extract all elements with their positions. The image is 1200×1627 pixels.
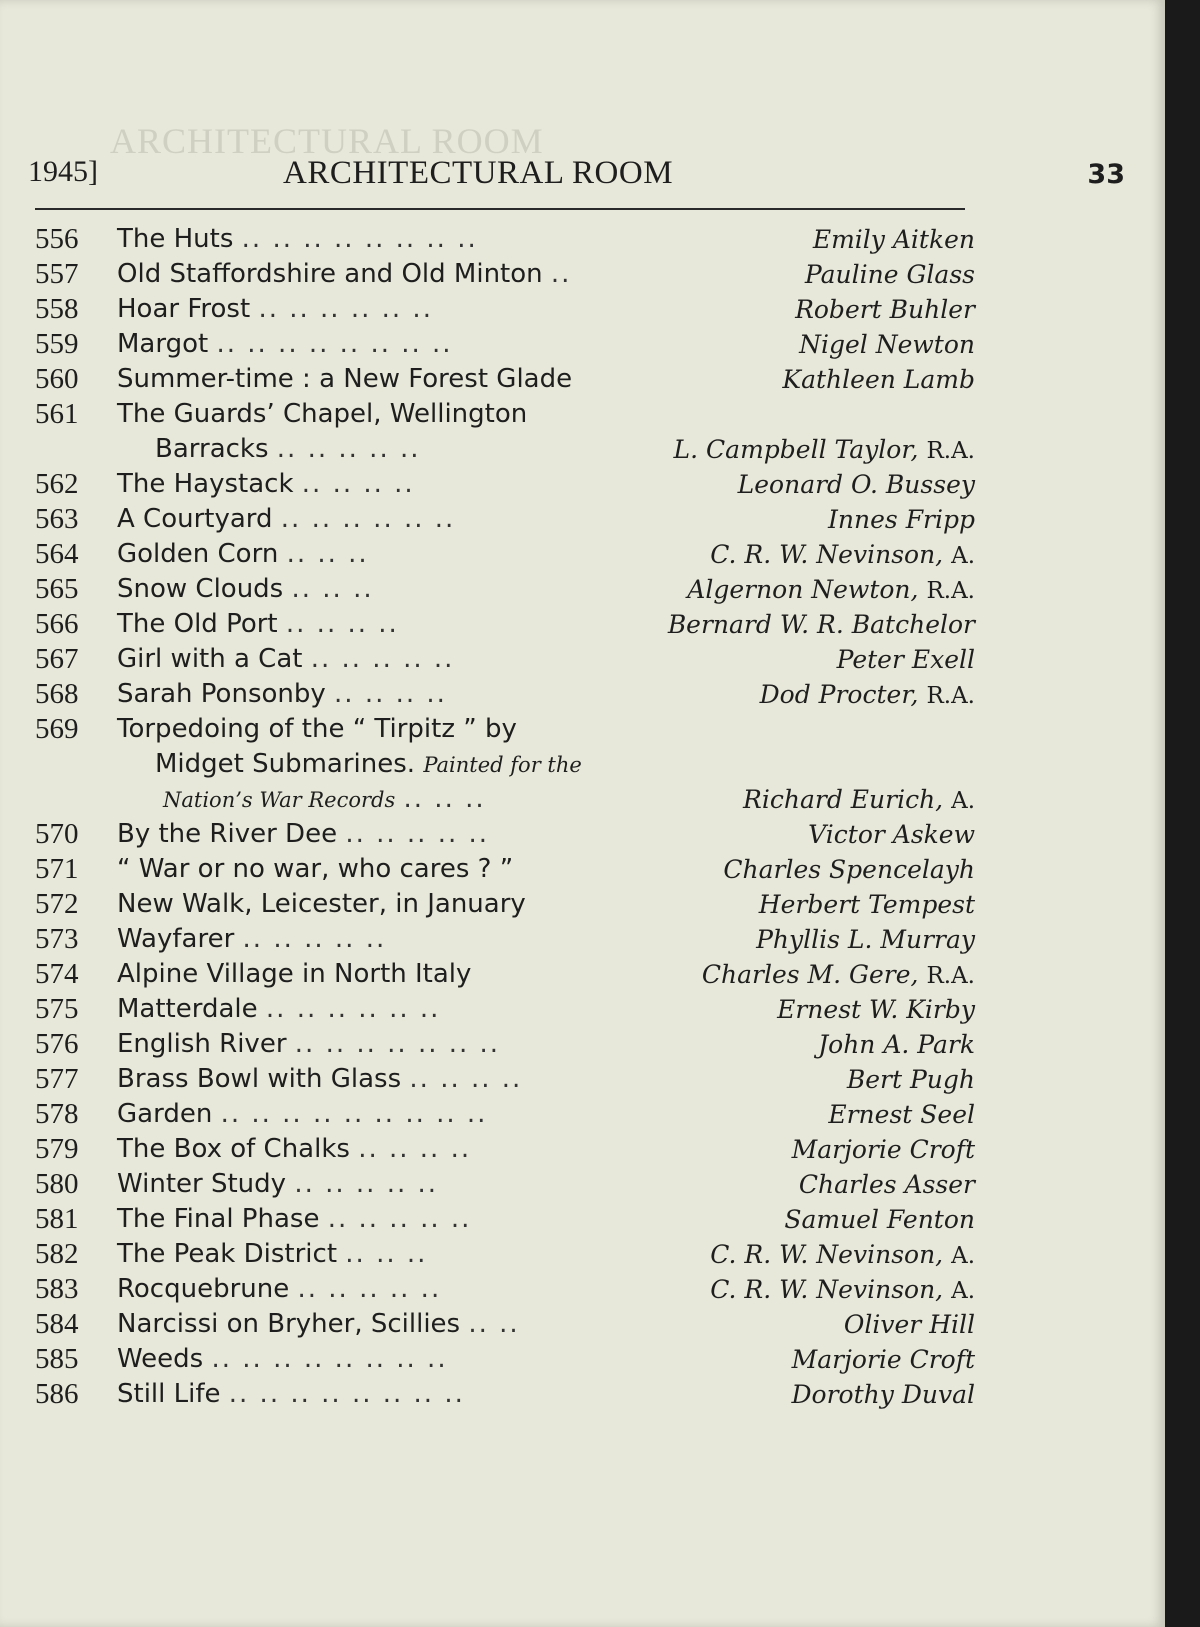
- title-text: Wayfarer: [117, 924, 235, 954]
- catalogue-number: 586: [35, 1378, 79, 1410]
- title-text: The Huts: [117, 224, 234, 254]
- dot-leaders: .. .. ..: [286, 539, 369, 569]
- artist-text: Marjorie Croft: [791, 1135, 975, 1164]
- artist-name: [837, 642, 975, 677]
- artist-text: Oliver Hill: [843, 1310, 975, 1339]
- academy-rank: A.: [951, 1278, 975, 1304]
- catalogue-number: 562: [35, 468, 79, 500]
- list-item: [35, 397, 975, 432]
- entry-title: [117, 712, 517, 747]
- academy-rank: A.: [951, 543, 975, 569]
- title-text: Garden: [117, 1099, 213, 1129]
- title-text: English River: [117, 1029, 287, 1059]
- dot-leaders: .. .. .. .. .. .. .. .. ..: [220, 1099, 488, 1129]
- title-text: The Old Port: [117, 609, 278, 639]
- list-item: [35, 922, 975, 957]
- page-number: 33: [1087, 159, 1125, 190]
- entry-title: [117, 1342, 448, 1377]
- title-text: Midget Submarines.: [155, 749, 416, 779]
- artist-text: C. R. W. Nevinson,: [710, 540, 944, 569]
- artist-name: [844, 1307, 975, 1342]
- catalogue-number: 574: [35, 958, 79, 990]
- artist-name: [674, 432, 975, 469]
- catalogue-number: 564: [35, 538, 79, 570]
- dot-leaders: .. .. .. .. ..: [310, 644, 455, 674]
- dot-leaders: .. .. .. ..: [285, 609, 399, 639]
- artist-name: [743, 782, 975, 819]
- catalogue-number: 566: [35, 608, 79, 640]
- artist-text: Charles Spencelayh: [723, 855, 975, 884]
- academy-rank: R.A.: [926, 438, 975, 464]
- catalogue-number: 571: [35, 853, 79, 885]
- artist-text: Dorothy Duval: [791, 1380, 975, 1409]
- list-item: [35, 257, 975, 292]
- list-item: [35, 1167, 975, 1202]
- artist-text: Marjorie Croft: [791, 1345, 975, 1374]
- header-year: 1945]: [28, 155, 98, 188]
- list-item: [35, 572, 975, 607]
- academy-rank: A.: [951, 788, 975, 814]
- title-text: Sarah Ponsonby: [117, 679, 326, 709]
- artist-name: [795, 292, 975, 327]
- entry-title: [117, 397, 527, 432]
- list-item: [35, 1132, 975, 1167]
- entry-title: [117, 572, 374, 607]
- catalogue-number: 557: [35, 258, 79, 290]
- list-item: [35, 817, 975, 852]
- entry-title: [117, 1167, 438, 1202]
- artist-text: Phyllis L. Murray: [756, 925, 975, 954]
- dot-leaders: .. .. .. .. ..: [242, 924, 387, 954]
- artist-name: [710, 537, 975, 574]
- dot-leaders: .. .. .. .. .. .. .. ..: [228, 1379, 465, 1409]
- artist-name: [784, 1202, 975, 1237]
- artist-name: [792, 1132, 975, 1167]
- entry-title: [117, 537, 369, 572]
- list-item: [35, 887, 975, 922]
- academy-rank: A.: [951, 1243, 975, 1269]
- entry-title: [117, 292, 433, 327]
- entry-title: [117, 362, 572, 397]
- catalogue-number: 577: [35, 1063, 79, 1095]
- catalogue-number: 578: [35, 1098, 79, 1130]
- title-text: Hoar Frost: [117, 294, 251, 324]
- artist-name: [828, 502, 975, 537]
- artist-text: C. R. W. Nevinson,: [710, 1275, 944, 1304]
- artist-text: Peter Exell: [836, 645, 975, 674]
- dot-leaders: .. .. .. ..: [301, 469, 415, 499]
- entry-title: [163, 782, 486, 818]
- title-text: Brass Bowl with Glass: [117, 1064, 402, 1094]
- entry-title: [155, 432, 421, 467]
- artist-text: Richard Eurich,: [743, 785, 944, 814]
- title-text: Alpine Village in North Italy: [117, 959, 472, 989]
- academy-rank: R.A.: [926, 578, 975, 604]
- list-item: [35, 1377, 975, 1412]
- artist-name: [710, 1237, 975, 1274]
- artist-name: [799, 327, 975, 362]
- title-text: Snow Clouds: [117, 574, 284, 604]
- title-text: The Haystack: [117, 469, 294, 499]
- list-item: [35, 747, 975, 782]
- catalogue-number: 558: [35, 293, 79, 325]
- artist-text: Bernard W. R. Batchelor: [667, 610, 975, 639]
- artist-text: Algernon Newton,: [687, 575, 919, 604]
- list-item: [35, 537, 975, 572]
- title-text: Weeds: [117, 1344, 204, 1374]
- list-item: [35, 1342, 975, 1377]
- list-item: [35, 782, 975, 817]
- entry-title: [117, 1097, 487, 1132]
- catalogue-number: 573: [35, 923, 79, 955]
- artist-text: C. R. W. Nevinson,: [710, 1240, 944, 1269]
- artist-name: [808, 817, 975, 852]
- list-item: [35, 957, 975, 992]
- entry-note: Nation’s War Records: [163, 788, 396, 812]
- artist-name: [847, 1062, 975, 1097]
- artist-text: Leonard O. Bussey: [737, 470, 975, 499]
- title-text: New Walk, Leicester, in January: [117, 889, 526, 919]
- entry-title: [117, 642, 454, 677]
- dot-leaders: .. .. .. .. .. .. ..: [294, 1029, 501, 1059]
- dot-leaders: .. .. ..: [403, 784, 486, 814]
- artist-name: [818, 1027, 975, 1062]
- dot-leaders: .. .. ..: [291, 574, 374, 604]
- title-text: Old Staffordshire and Old Minton: [117, 259, 543, 289]
- artist-text: Ernest W. Kirby: [777, 995, 975, 1024]
- catalogue-number: 580: [35, 1168, 79, 1200]
- catalogue-number: 575: [35, 993, 79, 1025]
- list-item: [35, 222, 975, 257]
- catalogue-number: 583: [35, 1273, 79, 1305]
- artist-text: Victor Askew: [808, 820, 975, 849]
- dot-leaders: .. .. .. .. ..: [276, 434, 421, 464]
- list-item: [35, 292, 975, 327]
- title-text: Winter Study: [117, 1169, 287, 1199]
- artist-text: Herbert Tempest: [758, 890, 975, 919]
- title-text: Barracks: [155, 434, 269, 464]
- entry-title: [117, 852, 513, 887]
- artist-name: [813, 222, 975, 257]
- artist-name: [668, 607, 975, 642]
- artist-name: [828, 1097, 975, 1132]
- entry-list: [35, 222, 975, 1412]
- bleed-through-text: ARCHITECTURAL ROOM: [110, 121, 544, 161]
- catalogue-number: 565: [35, 573, 79, 605]
- entry-title: [117, 607, 399, 642]
- title-text: Girl with a Cat: [117, 644, 303, 674]
- catalogue-number: 581: [35, 1203, 79, 1235]
- entry-title: [117, 502, 455, 537]
- list-item: [35, 432, 975, 467]
- list-item: [35, 1062, 975, 1097]
- title-text: Rocquebrune: [117, 1274, 290, 1304]
- artist-name: [777, 992, 975, 1027]
- list-item: [35, 502, 975, 537]
- entry-title: [117, 257, 571, 292]
- dot-leaders: .. .. ..: [345, 1239, 428, 1269]
- artist-name: [792, 1342, 975, 1377]
- artist-text: Pauline Glass: [804, 260, 975, 289]
- entry-title: [117, 957, 471, 992]
- entry-title: [117, 1272, 441, 1307]
- artist-name: [738, 467, 975, 502]
- catalogue-number: 570: [35, 818, 79, 850]
- page-title: ARCHITECTURAL ROOM: [283, 155, 674, 191]
- academy-rank: R.A.: [926, 963, 975, 989]
- title-text: The Peak District: [117, 1239, 338, 1269]
- catalogue-number: 559: [35, 328, 79, 360]
- artist-text: Bert Pugh: [846, 1065, 975, 1094]
- title-text: Still Life: [117, 1379, 221, 1409]
- title-text: A Courtyard: [117, 504, 273, 534]
- artist-text: Charles Asser: [798, 1170, 975, 1199]
- entry-title: [117, 1237, 427, 1272]
- list-item: [35, 1237, 975, 1272]
- title-text: Narcissi on Bryher, Scillies: [117, 1309, 461, 1339]
- title-text: Summer-time : a New Forest Glade: [117, 364, 573, 394]
- list-item: [35, 1272, 975, 1307]
- catalogue-number: 576: [35, 1028, 79, 1060]
- entry-title: [117, 327, 453, 362]
- entry-title: [117, 1132, 471, 1167]
- list-item: [35, 1202, 975, 1237]
- artist-text: John A. Park: [818, 1030, 975, 1059]
- dot-leaders: .. .. .. ..: [334, 679, 447, 709]
- dot-leaders: .. .. .. .. .. .. .. ..: [216, 329, 453, 359]
- artist-name: [792, 1377, 975, 1412]
- artist-text: Innes Fripp: [828, 505, 975, 534]
- artist-name: [805, 257, 975, 292]
- list-item: [35, 327, 975, 362]
- artist-name: [687, 572, 975, 609]
- title-text: The Guards’ Chapel, Wellington: [117, 399, 528, 429]
- title-text: By the River Dee: [117, 819, 338, 849]
- catalogue-number: 579: [35, 1133, 79, 1165]
- dot-leaders: .. ..: [468, 1309, 520, 1339]
- title-text: Matterdale: [117, 994, 258, 1024]
- artist-text: Charles M. Gere,: [701, 960, 919, 989]
- catalogue-number: 556: [35, 223, 79, 255]
- title-text: The Final Phase: [117, 1204, 320, 1234]
- artist-name: [760, 677, 975, 714]
- artist-name: [702, 957, 975, 994]
- artist-text: Nigel Newton: [799, 330, 975, 359]
- list-item: [35, 607, 975, 642]
- list-item: [35, 677, 975, 712]
- dot-leaders: .. .. .. .. ..: [345, 819, 490, 849]
- dot-leaders: .. .. .. .. .. ..: [258, 294, 433, 324]
- catalogue-number: 569: [35, 713, 79, 745]
- catalogue-number: 561: [35, 398, 79, 430]
- title-text: Torpedoing of the “ Tirpitz ” by: [117, 714, 517, 744]
- entry-title: [117, 222, 478, 257]
- list-item: [35, 1307, 975, 1342]
- catalogue-number: 563: [35, 503, 79, 535]
- artist-name: [756, 922, 975, 957]
- header-rule: [35, 208, 965, 210]
- entry-title: [117, 992, 440, 1027]
- dot-leaders: .. .. .. ..: [358, 1134, 472, 1164]
- list-item: [35, 992, 975, 1027]
- artist-name: [759, 887, 975, 922]
- list-item: [35, 467, 975, 502]
- entry-title: [117, 1377, 465, 1412]
- dot-leaders: .. .. .. .. ..: [294, 1169, 439, 1199]
- dot-leaders: .. .. .. .. .. ..: [265, 994, 441, 1024]
- entry-title: [117, 922, 386, 957]
- title-text: “ War or no war, who cares ? ”: [117, 854, 514, 884]
- artist-name: [710, 1272, 975, 1309]
- entry-title: [117, 1027, 500, 1062]
- catalogue-number: 584: [35, 1308, 79, 1340]
- artist-name: [782, 362, 975, 397]
- entry-title: [155, 747, 582, 783]
- dot-leaders: .. .. .. .. ..: [327, 1204, 472, 1234]
- entry-title: [117, 817, 489, 852]
- catalogue-number: 560: [35, 363, 79, 395]
- artist-text: Samuel Fenton: [784, 1205, 975, 1234]
- dot-leaders: .. .. .. .. .. .. .. ..: [211, 1344, 448, 1374]
- dot-leaders: .. .. .. .. ..: [297, 1274, 442, 1304]
- title-text: Margot: [117, 329, 209, 359]
- list-item: [35, 712, 975, 747]
- artist-name: [723, 852, 975, 887]
- entry-title: [117, 467, 415, 502]
- catalogue-number: 572: [35, 888, 79, 920]
- artist-text: Ernest Seel: [828, 1100, 975, 1129]
- artist-text: Dod Procter,: [759, 680, 919, 709]
- catalogue-number: 585: [35, 1343, 79, 1375]
- catalogue-number: 568: [35, 678, 79, 710]
- title-text: The Box of Chalks: [117, 1134, 350, 1164]
- entry-title: [117, 677, 447, 712]
- artist-name: [799, 1167, 975, 1202]
- title-text: Golden Corn: [117, 539, 279, 569]
- artist-text: Kathleen Lamb: [782, 365, 975, 394]
- dot-leaders: .. .. .. ..: [409, 1064, 523, 1094]
- entry-title: [117, 1062, 522, 1097]
- dot-leaders: ..: [550, 259, 572, 289]
- dot-leaders: .. .. .. .. .. .. .. ..: [241, 224, 478, 254]
- list-item: [35, 362, 975, 397]
- academy-rank: R.A.: [926, 683, 975, 709]
- running-header: [28, 155, 1125, 203]
- catalogue-number: 582: [35, 1238, 79, 1270]
- list-item: [35, 642, 975, 677]
- list-item: [35, 1027, 975, 1062]
- dot-leaders: .. .. .. .. .. ..: [280, 504, 456, 534]
- catalogue-number: 567: [35, 643, 79, 675]
- artist-text: L. Campbell Taylor,: [673, 435, 919, 464]
- entry-title: [117, 1307, 520, 1342]
- entry-title: [117, 1202, 471, 1237]
- list-item: [35, 852, 975, 887]
- entry-note: Painted for the: [423, 753, 582, 777]
- entry-title: [117, 887, 526, 922]
- list-item: [35, 1097, 975, 1132]
- artist-text: Robert Buhler: [795, 295, 975, 324]
- artist-text: Emily Aitken: [812, 225, 975, 254]
